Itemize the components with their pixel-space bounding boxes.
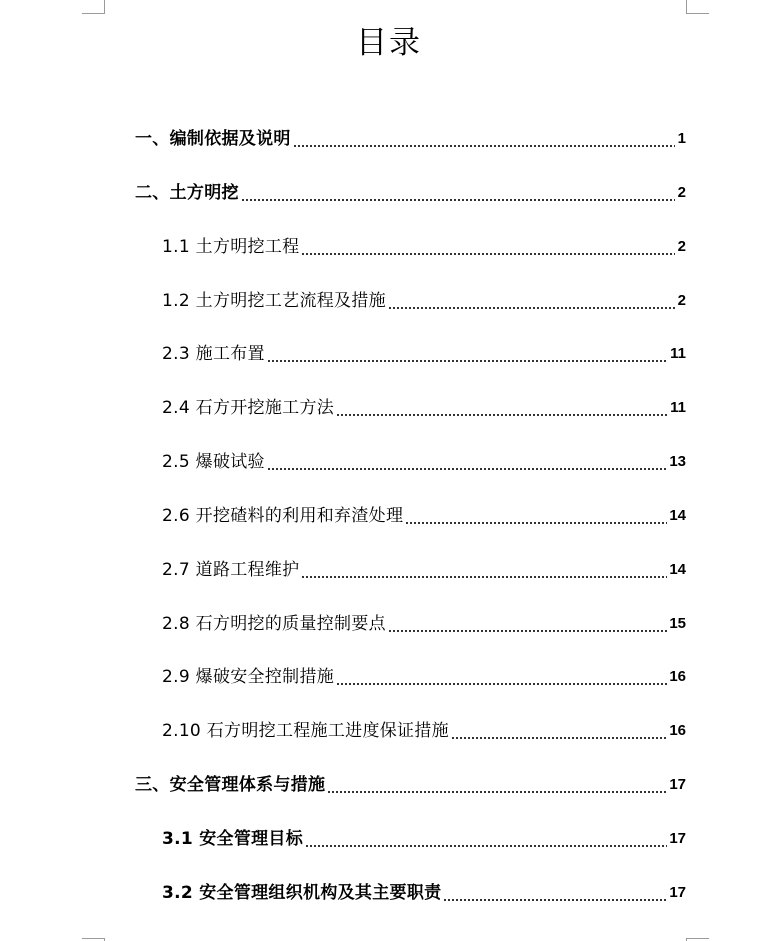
toc-entry[interactable]	[135, 122, 686, 152]
toc-page-number: 11	[670, 399, 686, 416]
page-corner-mark-top-right	[686, 0, 709, 14]
toc-dot-leader	[336, 666, 667, 686]
toc-page-number: 11	[670, 345, 686, 362]
toc-entry[interactable]	[162, 660, 686, 690]
toc-entry-text: 二、土方明挖	[135, 183, 239, 203]
toc-dot-leader	[301, 236, 675, 256]
toc-entry[interactable]	[162, 714, 686, 744]
toc-dot-leader	[301, 559, 667, 579]
toc-entry-text: 3.2 安全管理组织机构及其主要职责	[162, 883, 442, 903]
toc-entry[interactable]	[162, 284, 686, 314]
toc-entry[interactable]	[162, 607, 686, 637]
toc-dot-leader	[267, 343, 668, 363]
toc-dot-leader	[327, 774, 667, 794]
toc-dot-leader	[267, 451, 667, 471]
toc-page-number: 2	[677, 238, 686, 255]
page-corner-mark-top-left	[82, 0, 105, 14]
toc-page-number: 17	[669, 830, 686, 847]
toc-entry[interactable]	[135, 768, 686, 798]
toc-entry-text: 2.8 石方明挖的质量控制要点	[162, 614, 386, 634]
toc-entry-text: 3.1 安全管理目标	[162, 829, 304, 849]
page-title: 目录	[356, 25, 422, 61]
toc-page-number: 15	[669, 615, 686, 632]
toc-page-number: 17	[669, 884, 686, 901]
toc-dot-leader	[305, 828, 667, 848]
toc-dot-leader	[405, 505, 667, 525]
toc-page-number: 16	[669, 668, 686, 685]
toc-entry[interactable]	[162, 499, 686, 529]
toc-entry[interactable]	[162, 445, 686, 475]
toc-page-number: 14	[669, 561, 686, 578]
toc-entry-text: 2.5 爆破试验	[162, 452, 265, 472]
toc-page-number: 2	[677, 184, 686, 201]
toc-dot-leader	[388, 613, 667, 633]
toc-dot-leader	[451, 720, 667, 740]
toc-page-number: 14	[669, 507, 686, 524]
toc-page-number: 13	[669, 453, 686, 470]
toc-entry-text: 1.2 土方明挖工艺流程及措施	[162, 291, 386, 311]
toc-entry-text: 2.6 开挖碴料的利用和弃渣处理	[162, 506, 404, 526]
toc-entry[interactable]	[162, 230, 686, 260]
toc-entry-text: 三、安全管理体系与措施	[135, 775, 326, 795]
toc-entry[interactable]	[162, 391, 686, 421]
toc-page-number: 2	[677, 292, 686, 309]
toc-entry[interactable]	[162, 553, 686, 583]
toc-dot-leader	[241, 182, 675, 202]
toc-page-number: 16	[669, 722, 686, 739]
toc-entry-text: 1.1 土方明挖工程	[162, 237, 300, 257]
toc-entry-text: 2.3 施工布置	[162, 344, 265, 364]
toc-page-number: 17	[669, 776, 686, 793]
toc-entry[interactable]	[162, 337, 686, 367]
toc-entry-text: 2.10 石方明挖工程施工进度保证措施	[162, 721, 449, 741]
toc-dot-leader	[336, 397, 668, 417]
toc-entry[interactable]	[162, 822, 686, 852]
toc-dot-leader	[293, 128, 675, 148]
toc-entry[interactable]	[162, 876, 686, 906]
toc-dot-leader	[443, 882, 667, 902]
toc-dot-leader	[388, 290, 675, 310]
toc-entry-text: 一、编制依据及说明	[135, 129, 291, 149]
toc-entry[interactable]	[135, 176, 686, 206]
toc-entry-text: 2.4 石方开挖施工方法	[162, 398, 335, 418]
toc-entry-text: 2.9 爆破安全控制措施	[162, 667, 335, 687]
toc-entry-text: 2.7 道路工程维护	[162, 560, 300, 580]
toc-page-number: 1	[677, 130, 686, 147]
